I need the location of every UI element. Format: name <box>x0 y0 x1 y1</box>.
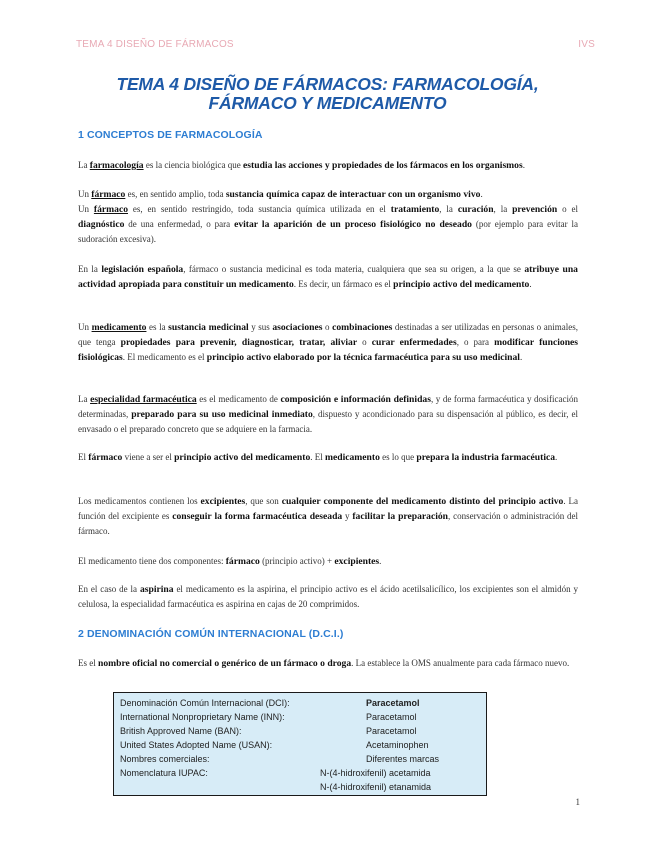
running-header-title: TEMA 4 DISEÑO DE FÁRMACOS <box>76 39 234 50</box>
table-row <box>120 726 480 739</box>
section-heading-1: 1 CONCEPTOS DE FARMACOLOGÍA <box>78 129 263 141</box>
table-value: Paracetamol <box>366 712 417 722</box>
paragraph-farmaco-medicamento: El fármaco viene a ser el principio activo del medicamento. El medicamento es lo que prepara la industria farmacéutica. <box>78 452 558 463</box>
title-line-2: FÁRMACO Y MEDICAMENTO <box>208 93 447 113</box>
paragraph-dci: Es el nombre oficial no comercial o genérico de un fármaco o droga. La establece la OMS anualmente para cada fármaco nuevo. <box>78 658 570 669</box>
table-key: Nomenclatura IUPAC: <box>120 768 208 778</box>
table-row-extra <box>320 782 655 795</box>
paragraph-farmaco: Un fármaco es, en sentido amplio, toda sustancia química capaz de interactuar con un organismo vivo. Un fármaco es, en sentido restringido, toda sustancia química utilizada en el tratamiento, la curación, la prevención o el diagnóstico de una enfermedad, o para evitar la aparición de un proceso fisiológico no deseado (por ejemplo para evitar la sudoración excesiva). <box>78 189 579 244</box>
table-row <box>120 754 480 767</box>
table-value-extra: N-(4-hidroxifenil) etanamida <box>320 782 432 792</box>
table-key: International Nonproprietary Name (INN): <box>120 712 285 722</box>
table-value: Acetaminophen <box>366 740 429 750</box>
table-value: Diferentes marcas <box>366 754 440 764</box>
page-title <box>70 75 585 113</box>
paragraph-legislacion: En la legislación española, fármaco o sustancia medicinal es toda materia, cualquiera que sea su origen, a la que se atribuye una actividad apropiada para constituir un medicamento. Es decir, un fármaco es el principio activo del medicamento. <box>78 264 578 290</box>
table-row <box>120 712 480 725</box>
table-row <box>120 740 480 753</box>
table-row <box>120 698 480 711</box>
table-key: British Approved Name (BAN): <box>120 726 242 736</box>
paragraph-excipientes: Los medicamentos contienen los excipientes, que son cualquier componente del medicamento distinto del principio activo. La función del excipiente es conseguir la forma farmacéutica deseada y facilitar la preparación, conservación o administración del fármaco. <box>78 496 579 536</box>
title-line-1: TEMA 4 DISEÑO DE FÁRMACOS: FARMACOLOGÍA, <box>116 74 539 94</box>
table-key: Denominación Común Internacional (DCI): <box>120 698 290 708</box>
table-row <box>120 768 480 781</box>
table-value: Paracetamol <box>366 726 417 736</box>
section-heading-2: 2 DENOMINACIÓN COMÚN INTERNACIONAL (D.C.I.) <box>78 628 344 640</box>
paragraph-componentes: El medicamento tiene dos componentes: fármaco (principio activo) + excipientes. <box>78 556 382 567</box>
paragraph-aspirina: En el caso de la aspirina el medicamento es la aspirina, el principio activo es el ácido acetilsalicílico, los excipientes son el almidón y celulosa, la especialidad farmacéutica es aspirina en cajas de 20 comprimidos. <box>78 584 578 609</box>
paragraph-medicamento: Un medicamento es la sustancia medicinal y sus asociaciones o combinaciones destinadas a ser utilizadas en personas o animales, que tenga propiedades para prevenir, diagnosticar, tratar, aliviar o curar enfermedades, o para modificar funciones fisiológicas. El medicamento es el principio activo elaborado por la técnica farmacéutica para su uso medicinal. <box>78 322 579 363</box>
dci-table <box>113 692 487 796</box>
table-value: Paracetamol <box>366 698 420 708</box>
paragraph-farmacologia: La farmacología es la ciencia biológica que estudia las acciones y propiedades de los fármacos en los organismos. <box>78 160 525 171</box>
table-key: Nombres comerciales: <box>120 754 210 764</box>
table-value: N-(4-hidroxifenil) acetamida <box>320 768 431 778</box>
paragraph-especialidad: La especialidad farmacéutica es el medicamento de composición e información definidas, y de forma farmacéutica y dosificación determinadas, preparado para su uso medicinal inmediato, dispuesto y acondicionado para su dispensación al público, es decir, el envasado o el preparado concreto que se adquiere en la farmacia. <box>78 394 579 434</box>
page-number: 1 <box>575 797 580 807</box>
running-header-initials: IVS <box>578 39 595 50</box>
table-key: United States Adopted Name (USAN): <box>120 740 273 750</box>
